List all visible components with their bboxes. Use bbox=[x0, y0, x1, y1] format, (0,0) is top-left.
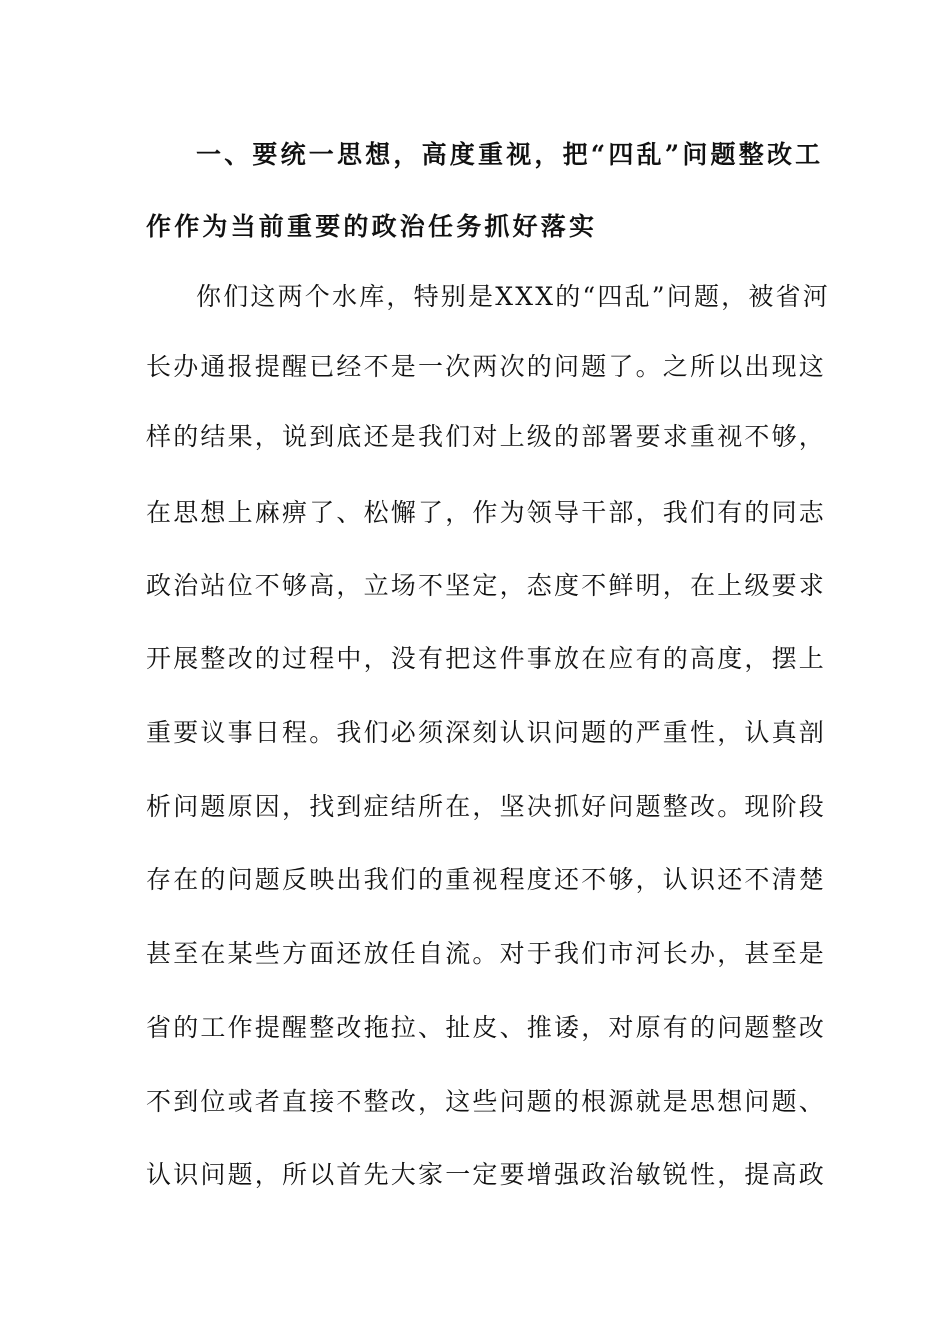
body-text-line: 长办通报提醒已经不是一次两次的问题了。之所以出现这 bbox=[146, 352, 827, 381]
section-heading-line-1: 一、要统一思想，高度重视，把“四乱”问题整改工 bbox=[196, 140, 824, 169]
section-heading-line-2: 作作为当前重要的政治任务抓好落实 bbox=[146, 212, 598, 241]
body-text-line: 存在的问题反映出我们的重视程度还不够，认识还不清楚 bbox=[146, 865, 827, 894]
body-text-line: 开展整改的过程中，没有把这件事放在应有的高度，摆上 bbox=[146, 644, 827, 673]
body-text-line: 甚至在某些方面还放任自流。对于我们市河长办，甚至是 bbox=[146, 939, 827, 968]
body-text-line: 重要议事日程。我们必须深刻认识问题的严重性，认真剖 bbox=[146, 718, 827, 747]
body-text-line: 省的工作提醒整改拖拉、扯皮、推诿，对原有的问题整改 bbox=[146, 1013, 827, 1042]
body-text-line: 你们这两个水库，特别是XXX的“四乱”问题，被省河 bbox=[196, 282, 830, 311]
body-text-line: 在思想上麻痹了、松懈了，作为领导干部，我们有的同志 bbox=[146, 498, 827, 527]
body-text-line: 认识问题，所以首先大家一定要增强政治敏锐性，提高政 bbox=[146, 1160, 827, 1189]
body-text-line: 不到位或者直接不整改，这些问题的根源就是思想问题、 bbox=[146, 1087, 827, 1116]
body-text-line: 析问题原因，找到症结所在，坚决抓好问题整改。现阶段 bbox=[146, 792, 827, 821]
body-text-line: 政治站位不够高，立场不坚定，态度不鲜明，在上级要求 bbox=[146, 571, 827, 600]
body-text-line: 样的结果，说到底还是我们对上级的部署要求重视不够， bbox=[146, 422, 827, 451]
